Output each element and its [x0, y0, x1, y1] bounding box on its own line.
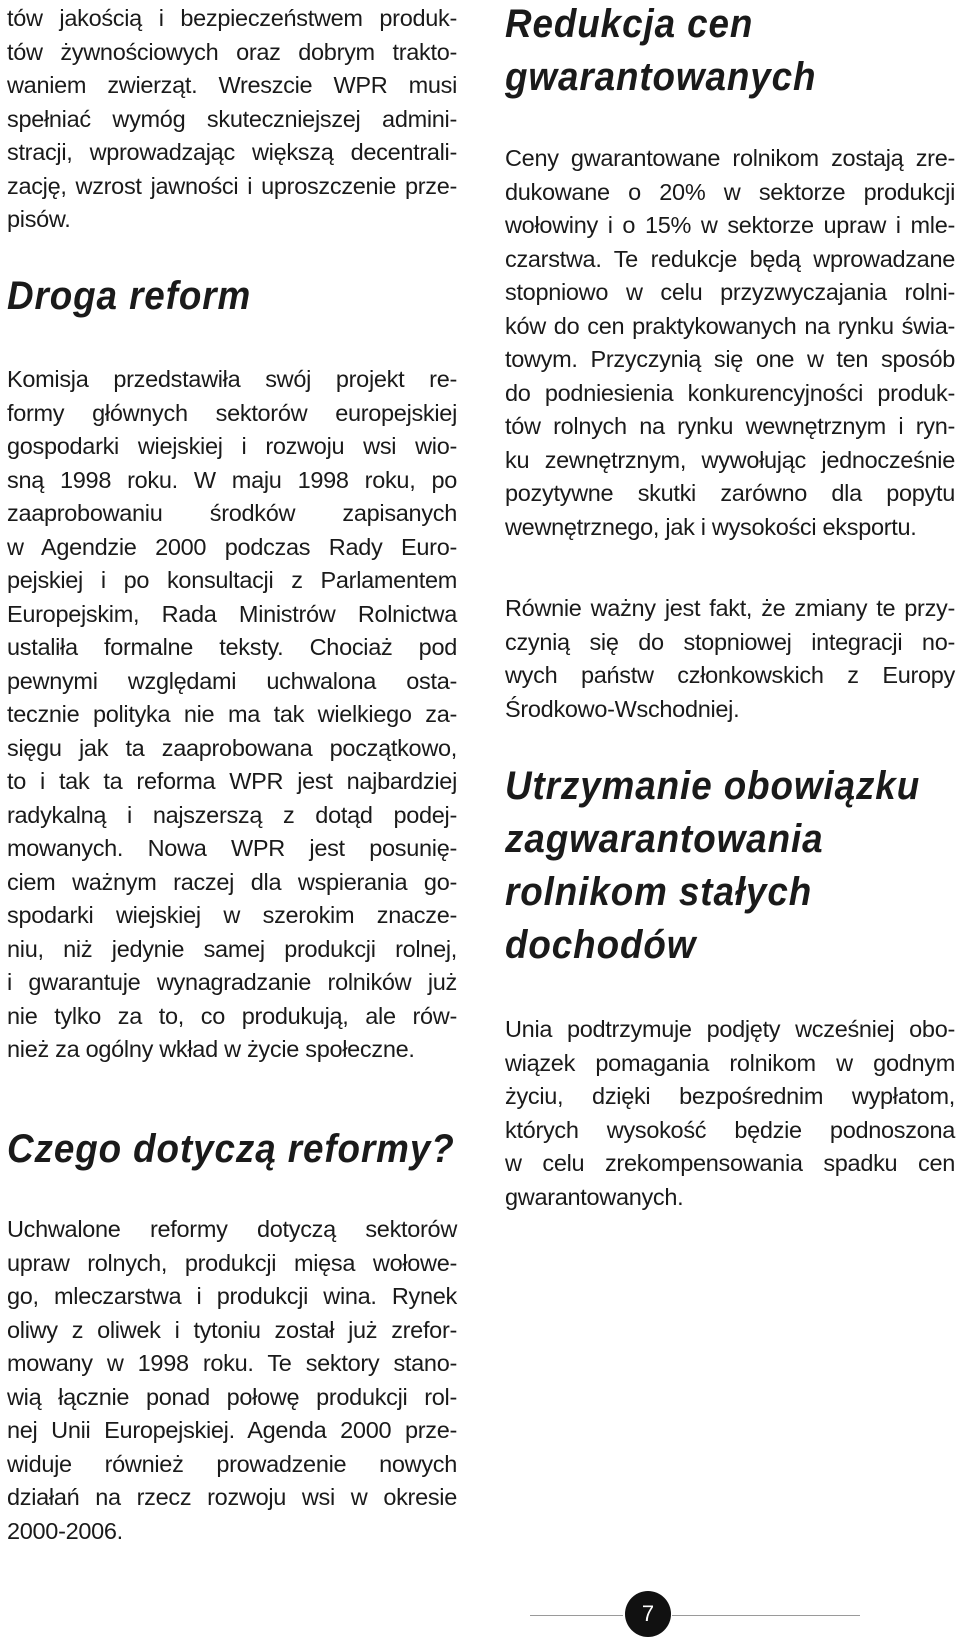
text-line: spodarki wiejskiej w szerokim znacze-	[7, 902, 457, 928]
text-line: sną 1998 roku. W maju 1998 roku, po	[7, 466, 457, 493]
intro-paragraph	[7, 2, 457, 237]
text-line: to i tak ta reforma WPR jest najbardziej	[7, 768, 457, 794]
page-number-badge: 7	[625, 1591, 671, 1637]
page-footer	[530, 1590, 860, 1640]
section-heading-redukcja-cen	[505, 0, 955, 104]
text-line: tów rolnych na rynku wewnętrznym i ryn-	[505, 413, 955, 439]
text-line: Komisja przedstawiła swój projekt re-	[7, 366, 457, 392]
text-line: pejskiej i po konsultacji z Parlamentem	[7, 567, 457, 593]
text-line: dukowane o 20% w sektorze produkcji	[505, 178, 955, 205]
text-line: w Agendzie 2000 podczas Rady Euro-	[7, 533, 457, 560]
text-line: pisów.	[7, 206, 71, 232]
text-line: wołowiny i o 15% w sektorze upraw i mle-	[505, 212, 955, 238]
text-line: mowany w 1998 roku. Te sektory stano-	[7, 1350, 457, 1376]
text-line: wych państw członkowskich z Europy	[505, 662, 955, 688]
text-line: do podniesienia konkurencyjności produk-	[505, 379, 955, 406]
text-line: radykalną i najszerszą z dotąd podej-	[7, 801, 457, 828]
integration-paragraph	[505, 592, 955, 726]
text-line: wiązek pomagania rolnikom w godnym	[505, 1049, 955, 1076]
text-line: ków do cen praktykowanych na rynku świa-	[505, 312, 955, 339]
income-paragraph	[505, 1013, 955, 1214]
text-line: i gwarantuje wynagradzanie rolników już	[7, 969, 457, 995]
text-line: Ceny gwarantowane rolnikom zostają zre-	[505, 145, 955, 171]
text-line: Środkowo-Wschodniej.	[505, 695, 740, 722]
text-line: wewnętrznego, jak i wysokości eksportu.	[505, 513, 917, 540]
scope-paragraph	[7, 1213, 457, 1548]
text-line: Równie ważny jest fakt, że zmiany te przy-	[505, 595, 955, 621]
text-line: działań na rzecz rozwoju wsi w okresie	[7, 1484, 457, 1510]
text-line: mowanych. Nowa WPR jest posunię-	[7, 835, 457, 861]
text-line: widuje również prowadzenie nowych	[7, 1450, 457, 1477]
text-line: wią łącznie ponad połowę produkcji rol-	[7, 1383, 457, 1410]
text-line: sięgu jak ta zaaprobowana początkowo,	[7, 734, 457, 761]
text-line: pozytywne skutki zarówno dla popytu	[505, 480, 955, 506]
text-line: zację, wzrost jawności i uproszczenie prze-	[7, 172, 457, 199]
heading-line: Droga reform	[7, 274, 252, 318]
heading-line: gwarantowanych	[505, 55, 817, 99]
text-line: nie tylko za to, co produkują, ale rów-	[7, 1002, 457, 1029]
text-line: oliwy z oliwek i tytoniu został już zrefor-	[7, 1316, 457, 1343]
heading-line: dochodów	[505, 923, 697, 967]
text-line: życiu, dzięki bezpośrednim wypłatom,	[505, 1083, 955, 1109]
text-line: towym. Przyczynią się one w ten sposób	[505, 346, 955, 372]
text-line: tów jakością i bezpieczeństwem produk-	[7, 5, 457, 31]
heading-line: Utrzymanie obowiązku	[505, 764, 921, 808]
text-line: Europejskim, Rada Ministrów Rolnictwa	[7, 600, 457, 627]
text-line: waniem zwierząt. Wreszcie WPR musi	[7, 72, 457, 98]
prices-paragraph	[505, 142, 955, 544]
footer-rule-left	[530, 1615, 623, 1616]
text-line: których wysokość będzie podnoszona	[505, 1116, 955, 1143]
text-line: ustaliła formalne teksty. Chociaż pod	[7, 634, 457, 660]
heading-line: Redukcja cen	[505, 2, 754, 46]
text-line: 2000-2006.	[7, 1517, 123, 1544]
section-heading-czego-dotycza	[7, 1123, 457, 1176]
section-heading-utrzymanie	[505, 760, 955, 972]
text-line: stracji, wprowadzając większą decentrali-	[7, 139, 457, 165]
reform-paragraph	[7, 363, 457, 1067]
text-line: Unia podtrzymuje podjęty wcześniej obo-	[505, 1016, 955, 1042]
text-line: gwarantowanych.	[505, 1183, 684, 1210]
text-line: nej Unii Europejskiej. Agenda 2000 prze-	[7, 1417, 457, 1443]
section-heading-droga-reform	[7, 270, 457, 323]
text-line: go, mleczarstwa i produkcji wina. Rynek	[7, 1283, 457, 1309]
footer-rule-right	[672, 1615, 860, 1616]
heading-line: zagwarantowania	[505, 817, 824, 861]
text-line: tów żywnościowych oraz dobrym trakto-	[7, 38, 457, 65]
text-line: formy głównych sektorów europejskiej	[7, 399, 457, 426]
text-line: czarstwa. Te redukcje będą wprowadzane	[505, 245, 955, 272]
text-line: ku zewnętrznym, wywołując jednocześnie	[505, 446, 955, 473]
text-line: ciem ważnym raczej dla wspierania go-	[7, 868, 457, 895]
text-line: gospodarki wiejskiej i rozwoju wsi wio-	[7, 433, 457, 459]
heading-line: rolnikom stałych	[505, 870, 813, 914]
text-line: stopniowo w celu przyzwyczajania rolni-	[505, 279, 955, 305]
text-line: pewnymi względami uchwalona osta-	[7, 667, 457, 694]
text-line: czynią się do stopniowej integracji no-	[505, 628, 955, 655]
text-line: tecznie polityka nie ma tak wielkiego za-	[7, 701, 457, 727]
text-line: zaaprobowaniu środków zapisanych	[7, 500, 457, 526]
text-line: nież za ogólny wkład w życie społeczne.	[7, 1036, 415, 1062]
text-line: spełniać wymóg skuteczniejszej admini-	[7, 105, 457, 132]
text-line: w celu zrekompensowania spadku cen	[505, 1150, 955, 1176]
text-line: upraw rolnych, produkcji mięsa wołowe-	[7, 1249, 457, 1276]
text-line: Uchwalone reformy dotyczą sektorów	[7, 1216, 457, 1242]
text-line: niu, niż jedynie samej produkcji rolnej,	[7, 935, 457, 962]
heading-line: Czego dotyczą reformy?	[7, 1127, 455, 1171]
